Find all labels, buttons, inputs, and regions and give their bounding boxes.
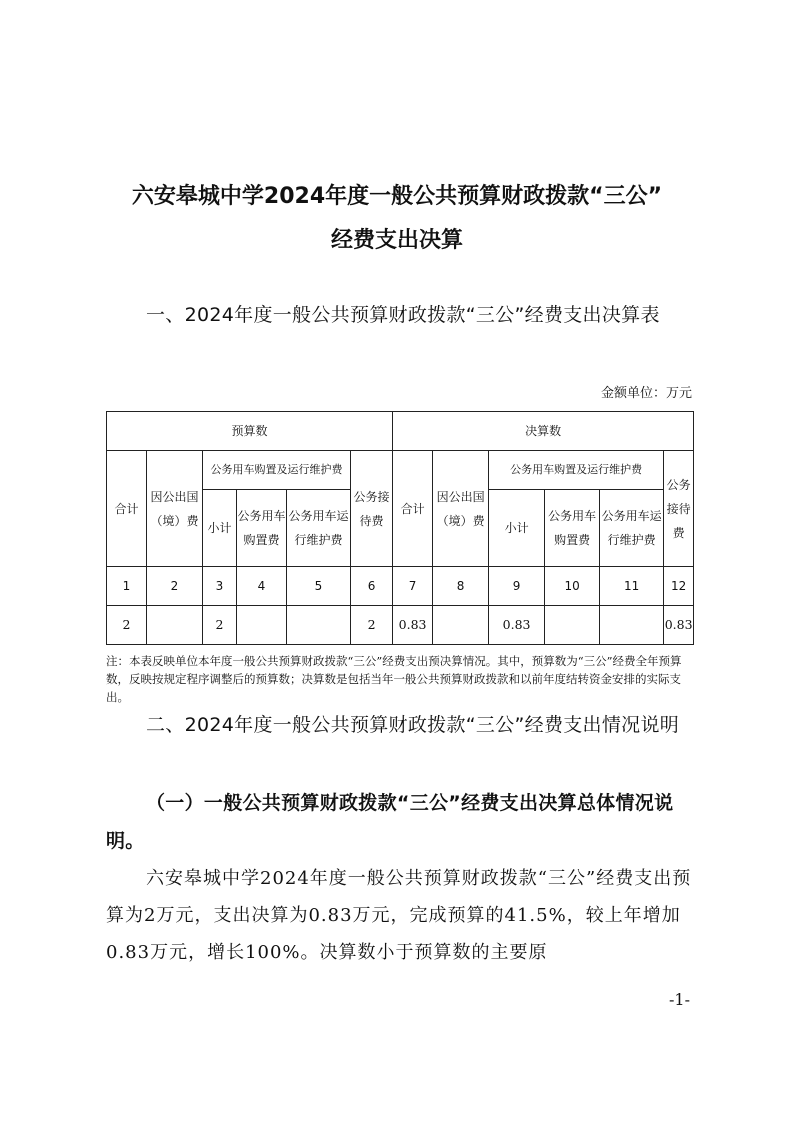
section2-subheading: （一）一般公共预算财政拨款“三公”经费支出决算总体情况说明。 xyxy=(106,792,674,852)
value-cell: 2 xyxy=(107,606,147,645)
value-cell: 2 xyxy=(351,606,393,645)
column-number: 7 xyxy=(393,567,433,606)
header-subtotal: 小计 xyxy=(489,490,545,567)
header-total: 合计 xyxy=(107,451,147,567)
unit-label: 金额单位：万元 xyxy=(600,386,692,401)
header-total: 合计 xyxy=(393,451,433,567)
header-vehicle-purchase: 公务用车购置费 xyxy=(237,490,287,567)
value-cell: 0.83 xyxy=(393,606,433,645)
value-cell xyxy=(545,606,600,645)
header-vehicle-group: 公务用车购置及运行维护费 xyxy=(203,451,351,490)
column-number: 10 xyxy=(545,567,600,606)
section1-heading: 一、2024年度一般公共预算财政拨款“三公”经费支出决算表 xyxy=(146,304,660,326)
page-number: -1- xyxy=(669,990,690,1009)
section2-paragraph: 六安皋城中学2024年度一般公共预算财政拨款“三公”经费支出预算为2万元，支出决算为0.83万元，完成预算的41.5%，较上年增加0.83万元，增长100%。决算数小于预算数的主要原 xyxy=(106,868,692,963)
column-number: 11 xyxy=(600,567,664,606)
value-cell: 0.83 xyxy=(664,606,694,645)
column-number: 5 xyxy=(287,567,351,606)
column-number: 9 xyxy=(489,567,545,606)
column-number: 2 xyxy=(147,567,203,606)
document-title-line2: 经费支出决算 xyxy=(330,228,463,253)
value-cell: 2 xyxy=(203,606,237,645)
header-reception: 公务接待费 xyxy=(351,451,393,567)
table-note: 注：本表反映单位本年度一般公共预算财政拨款“三公”经费支出预决算情况。其中，预算数为“三公”经费全年预算数，反映按规定程序调整后的预算数；决算数是包括当年一般公共预算财政拨款和以前年度结转资金安排的实际支出。 xyxy=(106,654,682,704)
value-cell xyxy=(237,606,287,645)
column-number: 6 xyxy=(351,567,393,606)
header-reception: 公务接待费 xyxy=(664,451,694,567)
column-number: 12 xyxy=(664,567,694,606)
header-vehicle-operation: 公务用车运行维护费 xyxy=(600,490,664,567)
header-vehicle-operation: 公务用车运行维护费 xyxy=(287,490,351,567)
value-cell xyxy=(433,606,489,645)
document-title-line1: 六安皋城中学2024年度一般公共预算财政拨款“三公” xyxy=(131,184,663,209)
value-cell xyxy=(147,606,203,645)
final-header: 决算数 xyxy=(393,412,694,451)
value-cell xyxy=(600,606,664,645)
value-cell: 0.83 xyxy=(489,606,545,645)
header-vehicle-group: 公务用车购置及运行维护费 xyxy=(489,451,664,490)
column-number: 1 xyxy=(107,567,147,606)
header-abroad: 因公出国（境）费 xyxy=(433,451,489,567)
three-public-expenses-table xyxy=(106,411,694,645)
header-abroad: 因公出国（境）费 xyxy=(147,451,203,567)
value-cell xyxy=(287,606,351,645)
header-subtotal: 小计 xyxy=(203,490,237,567)
header-vehicle-purchase: 公务用车购置费 xyxy=(545,490,600,567)
section2-heading: 二、2024年度一般公共预算财政拨款“三公”经费支出情况说明 xyxy=(146,714,680,736)
budget-header: 预算数 xyxy=(107,412,393,451)
column-number: 4 xyxy=(237,567,287,606)
column-number: 3 xyxy=(203,567,237,606)
column-number: 8 xyxy=(433,567,489,606)
